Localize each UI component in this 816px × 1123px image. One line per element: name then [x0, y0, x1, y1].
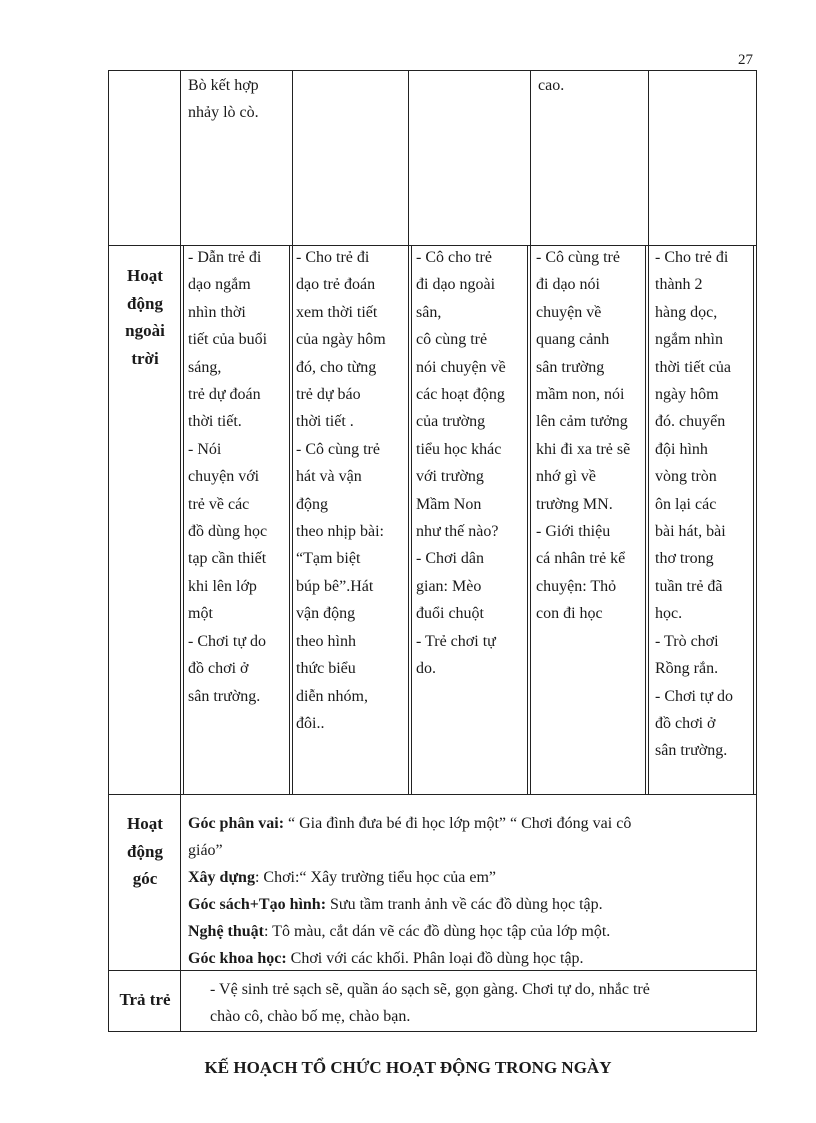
cell-line: theo hình: [296, 632, 356, 650]
cell-line: - Nói: [188, 440, 222, 458]
cell-line: ngắm nhìn: [655, 331, 723, 349]
corner-item-text: giáo”: [188, 842, 223, 859]
top-row-cell-4: [538, 72, 564, 99]
row-divider: [108, 794, 757, 795]
section-title: KẾ HOẠCH TỔ CHỨC HOẠT ĐỘNG TRONG NGÀY: [204, 1058, 612, 1077]
cell-line: đó, cho từng: [296, 358, 377, 376]
cell-line: chuyện về: [536, 303, 602, 321]
cell-line: - Giới thiệu: [536, 523, 611, 541]
cell-line: nhảy lò cò.: [188, 104, 259, 122]
cell-line: chuyện với: [188, 468, 260, 486]
cell-line: sân,: [416, 303, 442, 321]
column-divider: [645, 245, 646, 794]
cell-line: đó. chuyển: [655, 413, 726, 431]
cell-line: theo nhịp bài:: [296, 523, 384, 541]
cell-line: chuyện: Thỏ: [536, 577, 617, 595]
cell-line: - Chơi tự do: [655, 687, 734, 705]
cell-line: mầm non, nói: [536, 386, 625, 404]
cell-line: Rồng rắn.: [655, 660, 719, 678]
cell-line: búp bê”.Hát: [296, 577, 374, 595]
row-label-outdoor: [110, 262, 180, 372]
corner-item: [188, 891, 748, 918]
column-divider: [408, 70, 409, 794]
row-label-pickup: Trả trẻ: [119, 990, 171, 1009]
cell-line: vòng tròn: [655, 468, 717, 486]
cell-line: sân trường.: [655, 742, 728, 760]
outdoor-day-5: [655, 244, 733, 765]
cell-line: con đi học: [536, 605, 603, 623]
cell-line: - Cô cùng trẻ: [536, 249, 620, 266]
cell-line: tạp cần thiết: [188, 550, 267, 568]
cell-line: trẻ dự đoán: [188, 386, 261, 404]
table-border-left: [108, 70, 109, 1032]
column-divider: [292, 70, 293, 794]
row-divider: [108, 70, 757, 71]
page-number: 27: [738, 52, 753, 68]
column-divider: [753, 245, 754, 794]
outdoor-day-2: [296, 244, 386, 737]
corner-item: [188, 810, 748, 837]
top-row-cell-1: [188, 72, 259, 127]
cell-line: thời tiết của: [655, 358, 731, 376]
cell-line: - Cho trẻ đi: [655, 249, 729, 266]
cell-line: xem thời tiết: [296, 303, 378, 321]
cell-line: như thế nào?: [416, 523, 499, 541]
cell-line: - Cô cho trẻ: [416, 249, 492, 266]
outdoor-day-3: [416, 244, 506, 683]
cell-line: chào cô, chào bố mẹ, chào bạn.: [210, 1008, 411, 1025]
cell-line: khi lên lớp: [188, 577, 257, 595]
cell-line: nhìn thời: [188, 303, 246, 321]
cell-line: đồ chơi ở: [188, 660, 249, 678]
column-divider: [648, 70, 649, 794]
cell-line: diễn nhóm,: [296, 687, 368, 705]
corner-item-text: : Chơi:“ Xây trường tiểu học của em”: [254, 869, 497, 886]
cell-line: động: [296, 495, 328, 513]
cell-line: trẻ về các: [188, 495, 250, 513]
corner-item-key: Góc khoa học:: [188, 950, 287, 967]
corner-item: [188, 837, 748, 864]
cell-line: thời tiết.: [188, 413, 242, 431]
cell-line: hát và vận: [296, 468, 362, 486]
cell-line: Bò kết hợp: [188, 77, 259, 94]
cell-line: cá nhân trẻ kể: [536, 550, 626, 568]
column-divider: [289, 245, 290, 794]
cell-line: một: [188, 605, 213, 623]
label-line: ngoài: [125, 321, 165, 340]
cell-line: nói chuyện về: [416, 358, 506, 376]
cell-line: - Chơi dân: [416, 550, 485, 568]
label-line: động: [127, 293, 163, 313]
cell-line: - Trò chơi: [655, 632, 719, 650]
cell-line: cô cùng trẻ: [416, 331, 488, 349]
cell-line: cao.: [538, 77, 565, 94]
cell-line: các hoạt động: [416, 386, 505, 404]
cell-line: ôn lại các: [655, 495, 717, 513]
row-divider: [108, 1031, 757, 1032]
cell-line: hàng dọc,: [655, 303, 718, 321]
cell-line: nhớ gì về: [536, 468, 597, 486]
cell-line: tiết của buổi: [188, 331, 268, 349]
column-divider: [180, 70, 181, 1032]
corner-item-key: Nghệ thuật: [188, 923, 265, 940]
corner-item-text: : Tô màu, cắt dán vẽ các đồ dùng học tập của lớp một.: [264, 923, 611, 940]
cell-line: đồ chơi ở: [655, 714, 716, 732]
outdoor-day-1: [188, 244, 267, 710]
cell-line: - Vệ sinh trẻ sạch sẽ, quần áo sạch sẽ, gọn gàng. Chơi tự do, nhắc trẻ: [210, 981, 650, 998]
corner-item-key: Góc sách+Tạo hình:: [188, 896, 327, 913]
cell-line: đi dạo nói: [536, 276, 600, 294]
cell-line: với trường: [416, 468, 484, 486]
cell-line: tiểu học khác: [416, 440, 502, 458]
cell-line: ngày hôm: [655, 386, 719, 404]
row-label-corner: [110, 810, 180, 893]
corner-item: [188, 864, 748, 891]
table-border-right: [756, 70, 757, 1032]
cell-line: sân trường: [536, 358, 605, 376]
cell-line: - Trẻ chơi tự: [416, 632, 496, 650]
cell-line: thành 2: [655, 276, 703, 294]
cell-line: dạo ngắm: [188, 276, 251, 294]
label-line: góc: [132, 869, 158, 888]
label-line: trời: [131, 348, 159, 368]
cell-line: khi đi xa trẻ sẽ: [536, 440, 631, 458]
corner-item: [188, 945, 748, 972]
cell-line: do.: [416, 660, 436, 678]
corner-item-key: Góc phân vai:: [188, 815, 285, 832]
corner-item-text: Sưu tầm tranh ảnh về các đồ dùng học tập.: [326, 896, 603, 913]
cell-line: đội hình: [655, 440, 708, 458]
cell-line: lên cảm tưởng: [536, 413, 628, 431]
cell-line: sân trường.: [188, 687, 261, 705]
cell-line: - Chơi tự do: [188, 632, 267, 650]
label-line: động: [127, 841, 163, 861]
cell-line: đuổi chuột: [416, 605, 484, 623]
cell-line: đôi..: [296, 714, 325, 732]
corner-activities: [188, 810, 748, 972]
cell-line: của ngày hôm: [296, 331, 386, 349]
cell-line: quang cảnh: [536, 331, 610, 349]
column-divider: [183, 245, 184, 794]
corner-item-text: Chơi với các khối. Phân loại đồ dùng học tập.: [286, 950, 584, 967]
cell-line: đồ dùng học: [188, 523, 268, 541]
cell-line: “Tạm biệt: [296, 550, 361, 568]
cell-line: bài hát, bài: [655, 523, 726, 541]
cell-line: trường MN.: [536, 495, 613, 513]
cell-line: tuần trẻ đã: [655, 577, 723, 595]
column-divider: [527, 245, 528, 794]
corner-item-key: Xây dựng: [188, 869, 255, 886]
column-divider: [530, 70, 531, 794]
cell-line: vận động: [296, 605, 356, 623]
cell-line: thời tiết .: [296, 413, 354, 431]
cell-line: - Cô cùng trẻ: [296, 440, 380, 458]
outdoor-day-4: [536, 244, 630, 628]
cell-line: - Cho trẻ đi: [296, 249, 370, 266]
cell-line: gian: Mèo: [416, 577, 482, 595]
cell-line: của trường: [416, 413, 486, 431]
corner-item: [188, 918, 748, 945]
label-line: Hoạt: [127, 266, 163, 285]
cell-line: học.: [655, 605, 683, 623]
cell-line: thức biểu: [296, 660, 356, 678]
cell-line: dạo trẻ đoán: [296, 276, 376, 294]
cell-line: thơ trong: [655, 550, 714, 568]
cell-line: - Dẫn trẻ đi: [188, 249, 262, 266]
cell-line: sáng,: [188, 358, 222, 376]
corner-item-text: “ Gia đình đưa bé đi học lớp một” “ Chơi đóng vai cô: [284, 815, 632, 832]
label-line: Hoạt: [127, 814, 163, 833]
pickup-activities: [210, 976, 650, 1030]
column-divider: [411, 245, 412, 794]
cell-line: trẻ dự báo: [296, 386, 361, 404]
cell-line: Mầm Non: [416, 495, 482, 513]
cell-line: đi dạo ngoài: [416, 276, 496, 294]
